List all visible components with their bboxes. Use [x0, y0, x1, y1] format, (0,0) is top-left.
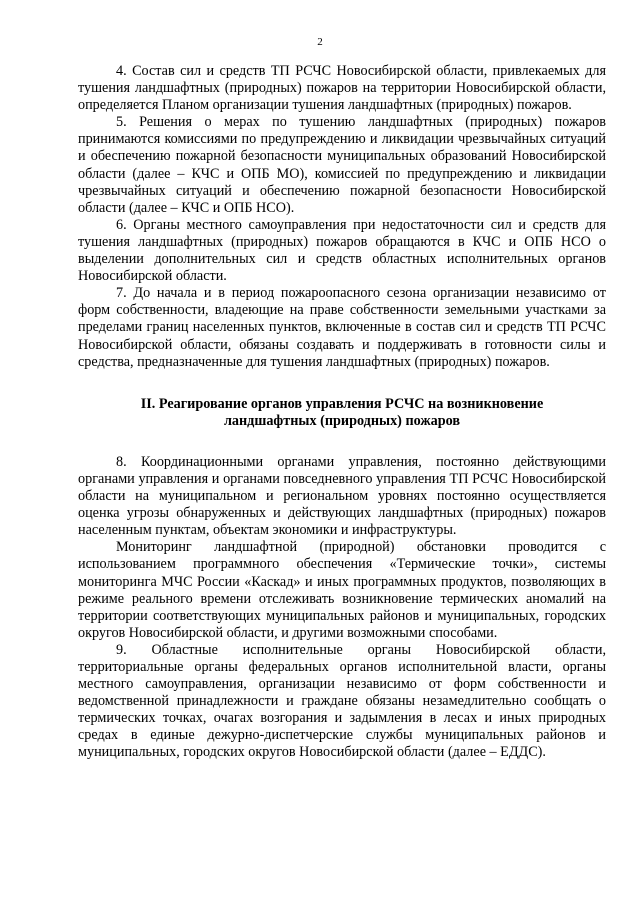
- paragraph-monitoring: Мониторинг ландшафтной (природной) обстановки проводится с использованием программного обеспечения «Термические точки», системы мониторинга МЧС России «Каскад» и иных программных продуктов, позволяющих в режиме реального времени отслеживать возникновение термических аномалий на территории соответствующих муниципальных районов и муниципальных, городских округов Новосибирской области, и другими возможными способами.: [78, 539, 606, 641]
- document-body: [78, 63, 606, 762]
- paragraph-4: 4. Состав сил и средств ТП РСЧС Новосибирской области, привлекаемых для тушения ландшафтных (природных) пожаров на территории Новосибирской области, определяется Планом организации тушения ландшафтных (природных) пожаров.: [78, 63, 606, 114]
- paragraph-9: 9. Областные исполнительные органы Новосибирской области, территориальные органы федеральных органов исполнительной власти, органы местного самоуправления, организации независимо от форм собственности и ведомственной принадлежности и граждане обязаны незамедлительно сообщать о термических точках, очагах возгорания и задымления в лесах и иных природных средах в единые дежурно-диспетчерские службы муниципальных районов и муниципальных, городских округов Новосибирской области (далее – ЕДДС).: [78, 641, 606, 761]
- paragraph-6: 6. Органы местного самоуправления при недостаточности сил и средств для тушения ландшафтных (природных) пожаров обращаются в КЧС и ОПБ НСО о выделении дополнительных сил и средств областных исполнительных органов Новосибирской области.: [78, 216, 606, 285]
- page-number: 2: [317, 36, 323, 48]
- section-heading: [96, 396, 588, 430]
- paragraph-5: 5. Решения о мерах по тушению ландшафтных (природных) пожаров принимаются комиссиями по предупреждению и ликвидации чрезвычайных ситуаций и обеспечению пожарной безопасности муниципальных образований Новосибирской области (далее – КЧС и ОПБ МО), комиссией по предупреждению и ликвидации чрезвычайных ситуаций и обеспечению пожарной безопасности Новосибирской области (далее – КЧС и ОПБ НСО).: [78, 114, 606, 216]
- section-heading-line-2: ландшафтных (природных) пожаров: [223, 412, 461, 429]
- section-heading-line-1: II. Реагирование органов управления РСЧС на возникновение: [140, 395, 544, 412]
- paragraph-8: 8. Координационными органами управления, постоянно действующими органами управления и органами повседневного управления ТП РСЧС Новосибирской области на муниципальном и региональном уровнях постоянно осуществляется оценка угрозы обнаруженных и действующих ландшафтных (природных) пожаров населенным пунктам, объектам экономики и инфраструктуры.: [78, 453, 606, 539]
- paragraph-7: 7. До начала и в период пожароопасного сезона организации независимо от форм собственности, владеющие на праве собственности земельными участками за пределами границ населенных пунктов, включенные в состав сил и средств ТП РСЧС Новосибирской области, обязаны создавать и поддерживать в готовности силы и средства, предназначенные для тушения ландшафтных (природных) пожаров.: [78, 285, 606, 370]
